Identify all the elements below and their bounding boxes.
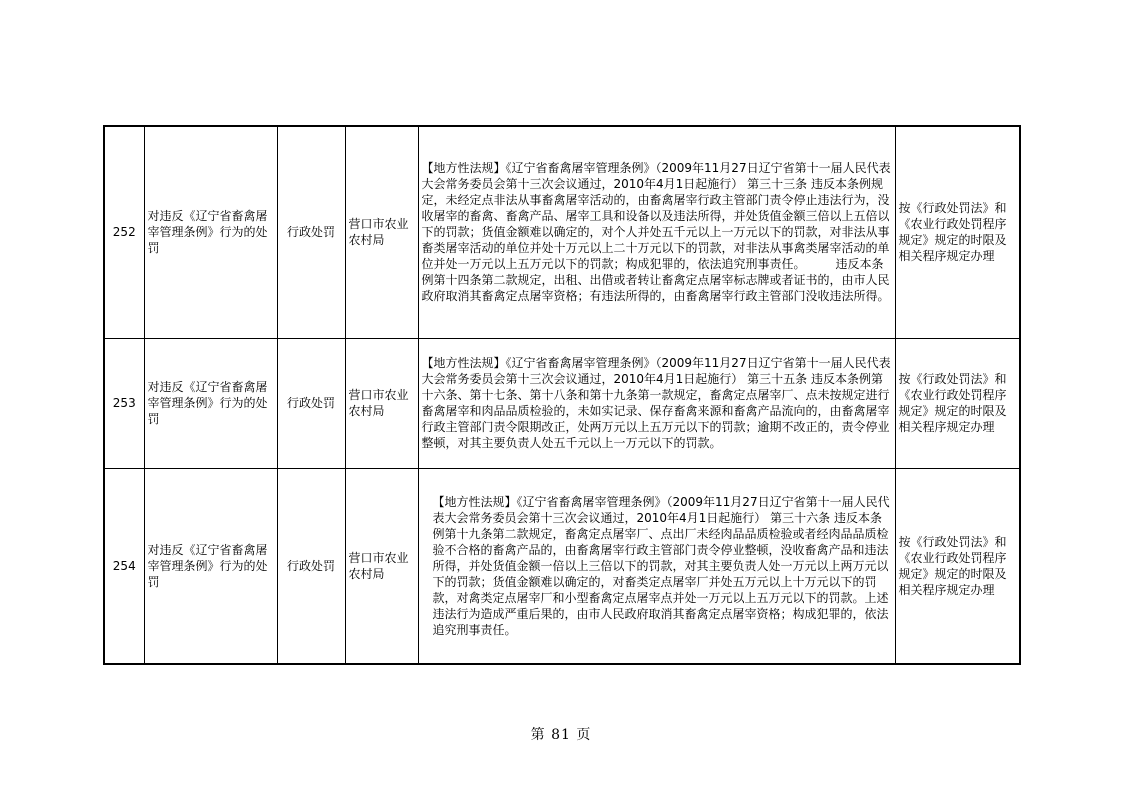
item-name: 对违反《辽宁省畜禽屠宰管理条例》行为的处罚	[144, 468, 277, 664]
power-type: 行政处罚	[277, 468, 345, 664]
table-row	[104, 338, 1020, 468]
legal-basis: 【地方性法规】《辽宁省畜禽屠宰管理条例》（2009年11月27日辽宁省第十一届人民代表大会常务委员会第十三次会议通过，2010年4月1日起施行） 第三十三条 违反本条例规定，未经定点非法从事畜禽屠宰活动的，由畜禽屠宰行政主管部门责令停止违法行为，没收屠宰的畜禽、畜禽产品、屠宰工具和设备以及违法所得，并处货值金额三倍以上五倍以下的罚款；货值金额难以确定的，对个人并处五千元以上一万元以下的罚款，对非法从事畜类屠宰活动的单位并处十万元以上二十万元以下的罚款，对非法从事禽类屠宰活动的单位并处一万元以上五万元以下的罚款；构成犯罪的，依法追究刑事责任。 违反本条例第十四条第二款规定，出租、出借或者转让畜禽定点屠宰标志牌或者证书的，由市人民政府取消其畜禽定点屠宰资格；有违法所得的，由畜禽屠宰行政主管部门没收违法所得。	[418, 126, 895, 338]
department: 营口市农业农村局	[345, 468, 418, 664]
legal-basis: 【地方性法规】《辽宁省畜禽屠宰管理条例》（2009年11月27日辽宁省第十一届人民代表大会常务委员会第十三次会议通过，2010年4月1日起施行） 第三十六条 违反本条例第十九条第二款规定，畜禽定点屠宰厂、点出厂未经肉品品质检验或者经肉品品质检验不合格的畜禽产品的，由畜禽屠宰行政主管部门责令停业整顿，没收畜禽产品和违法所得，并处货值金额一倍以上三倍以下的罚款，对其主要负责人处一万元以上两万元以下的罚款；货值金额难以确定的，对畜类定点屠宰厂并处五万元以上十万元以下的罚款，对禽类定点屠宰厂和小型畜禽定点屠宰点并处一万元以上五万元以下的罚款。上述违法行为造成严重后果的，由市人民政府取消其畜禽定点屠宰资格；构成犯罪的，依法追究刑事责任。	[418, 468, 895, 664]
procedure: 按《行政处罚法》和《农业行政处罚程序规定》规定的时限及相关程序规定办理	[895, 338, 1020, 468]
penalty-items-table	[103, 125, 1021, 665]
power-type: 行政处罚	[277, 126, 345, 338]
procedure: 按《行政处罚法》和《农业行政处罚程序规定》规定的时限及相关程序规定办理	[895, 468, 1020, 664]
department: 营口市农业农村局	[345, 126, 418, 338]
row-number: 252	[104, 126, 144, 338]
item-name: 对违反《辽宁省畜禽屠宰管理条例》行为的处罚	[144, 126, 277, 338]
table-row	[104, 468, 1020, 664]
row-number: 254	[104, 468, 144, 664]
procedure: 按《行政处罚法》和《农业行政处罚程序规定》规定的时限及相关程序规定办理	[895, 126, 1020, 338]
row-number: 253	[104, 338, 144, 468]
table-row	[104, 126, 1020, 338]
item-name: 对违反《辽宁省畜禽屠宰管理条例》行为的处罚	[144, 338, 277, 468]
page-number: 第 81 页	[530, 727, 592, 743]
department: 营口市农业农村局	[345, 338, 418, 468]
power-type: 行政处罚	[277, 338, 345, 468]
legal-basis: 【地方性法规】《辽宁省畜禽屠宰管理条例》（2009年11月27日辽宁省第十一届人民代表大会常务委员会第十三次会议通过，2010年4月1日起施行） 第三十五条 违反本条例第十六条、第十七条、第十八条和第十九条第一款规定，畜禽定点屠宰厂、点未按规定进行畜禽屠宰和肉品品质检验的，未如实记录、保存畜禽来源和畜禽产品流向的，由畜禽屠宰行政主管部门责令限期改正，处两万元以上五万元以下的罚款；逾期不改正的，责令停业整顿，对其主要负责人处五千元以上一万元以下的罚款。	[418, 338, 895, 468]
